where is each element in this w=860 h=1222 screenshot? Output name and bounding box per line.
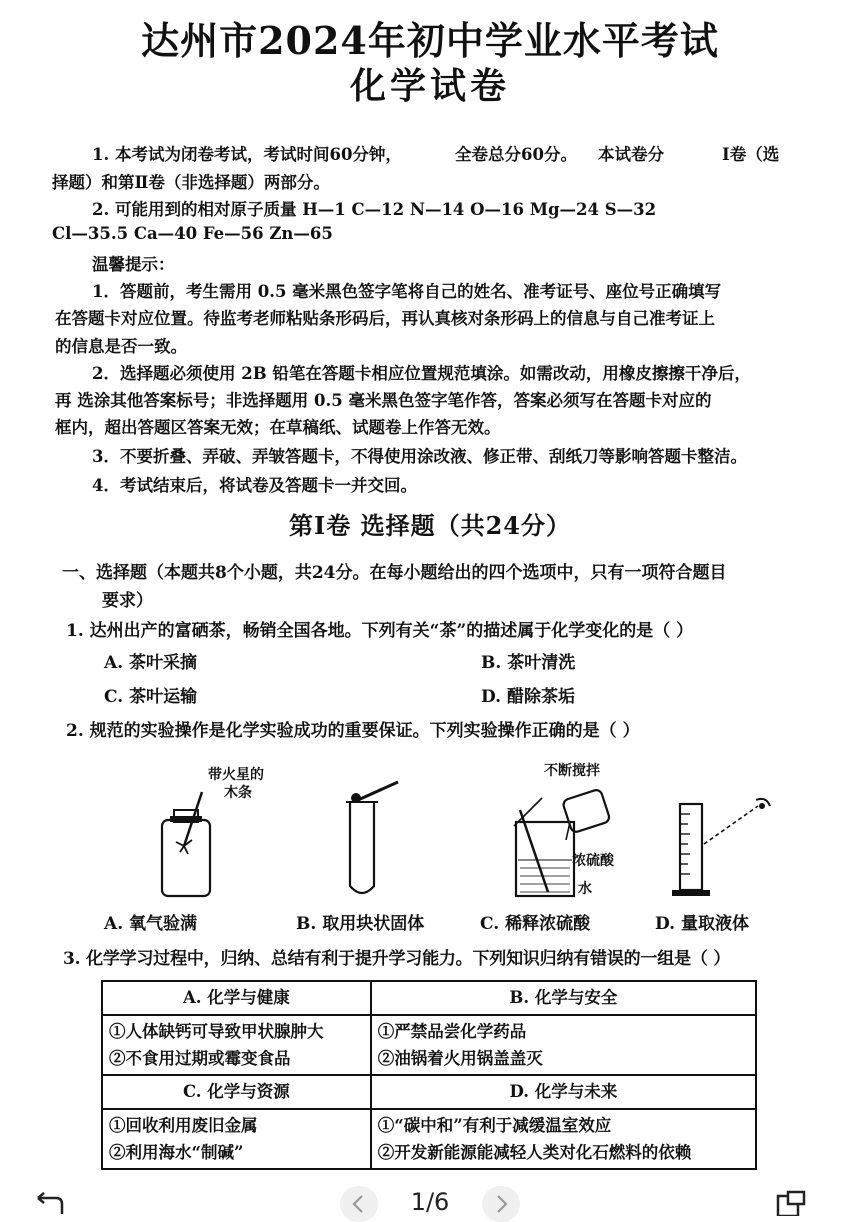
table-b-item-1: ①严禁品尝化学药品 [377, 1022, 527, 1041]
question-2-option-d: D. 量取液体 [655, 914, 749, 934]
question-3-stem: 3. 化学学习过程中，归纳、总结有利于提升学习能力。下列知识归纳有错误的一组是（ ） [63, 949, 731, 969]
question-1-stem: 1. 达州出产的富硒茶，畅销全国各地。下列有关“茶”的描述属于化学变化的是（ ） [66, 621, 694, 641]
question-1-option-b: B. 茶叶清洗 [481, 653, 576, 673]
table-cell-b [371, 1015, 756, 1075]
figure-graduated-cylinder [666, 794, 776, 900]
figure-label-water: 水 [578, 881, 592, 897]
table-head-c: C. 化学与资源 [102, 1075, 371, 1109]
part-heading-line1: 一、选择题（本题共8个小题，共24分。在每小题给出的四个选项中，只有一项符合题目 [62, 563, 727, 583]
tip-2b: 再 选涂其他答案标号；非选择题用 0.5 毫米黑色签字笔作答，答案必须写在答题卡对应的 [55, 391, 712, 410]
table-d-item-1: ①“碳中和”有利于减缓温室效应 [377, 1116, 612, 1135]
figure-label-splint-1: 带火星的 [208, 767, 264, 783]
figure-label-splint-2: 木条 [224, 785, 252, 801]
figure-label-stir: 不断搅拌 [544, 763, 600, 779]
question-1-option-a: A. 茶叶采摘 [104, 653, 198, 673]
question-1-option-c: C. 茶叶运输 [104, 687, 198, 707]
table-head-a: A. 化学与健康 [102, 981, 371, 1015]
tip-1c: 的信息是否一致。 [55, 337, 187, 356]
table-cell-c [102, 1109, 371, 1169]
exam-title: 达州市2024年初中学业水平考试 [141, 18, 719, 63]
tips-title: 温馨提示： [92, 255, 175, 274]
instruction-atomic-masses: 2. 可能用到的相对原子质量 H—1 C—12 N—14 O—16 Mg—24 S—32 [92, 200, 657, 219]
part-heading-line2: 要求） [102, 591, 153, 611]
previous-page-button[interactable] [340, 1186, 378, 1222]
question-2-stem: 2. 规范的实验操作是化学实验成功的重要保证。下列实验操作正确的是（ ） [66, 721, 640, 741]
table-d-item-2: ②开发新能源能减轻人类对化石燃料的依赖 [377, 1143, 692, 1162]
figure-diluting-acid [506, 780, 616, 902]
tip-1b: 在答题卡对应位置。待监考老师粘贴条形码后，再认真核对条形码上的信息与自己准考证上 [55, 309, 715, 328]
question-2-option-b: B. 取用块状固体 [296, 914, 425, 934]
table-head-b: B. 化学与安全 [371, 981, 756, 1015]
instruction-atomic-masses-2: Cl—35.5 Ca—40 Fe—56 Zn—65 [52, 224, 333, 243]
exam-subtitle: 化学试卷 [349, 65, 510, 107]
table-b-item-2: ②油锅着火用锅盖盖灭 [377, 1049, 543, 1068]
table-a-item-2: ②不食用过期或霉变食品 [109, 1049, 291, 1068]
tip-1a: 1．答题前，考生需用 0.5 毫米黑色签字笔将自己的姓名、准考证号、座位号正确填写 [92, 282, 722, 301]
table-c-item-1: ①回收利用废旧金属 [109, 1116, 258, 1135]
tip-3: 3．不要折叠、弄破、弄皱答题卡，不得使用涂改液、修正带、刮纸刀等影响答题卡整洁。 [92, 447, 747, 466]
tip-4: 4．考试结束后，将试卷及答题卡一并交回。 [92, 476, 417, 495]
table-head-d: D. 化学与未来 [371, 1075, 756, 1109]
question-1-option-d: D. 醋除茶垢 [481, 687, 575, 707]
section-title: 第Ⅰ卷 选择题（共24分） [289, 511, 571, 540]
question-2-option-a: A. 氧气验满 [104, 914, 198, 934]
instruction-1b: 全卷总分60分。 [455, 145, 577, 164]
tip-2c: 框内，超出答题区答案无效；在草稿纸、试题卷上作答无效。 [55, 418, 501, 437]
question-3-table [101, 980, 757, 1170]
page-indicator: 1/6 [410, 1188, 450, 1216]
table-cell-a [102, 1015, 371, 1075]
figure-label-acid: 浓硫酸 [572, 853, 614, 869]
question-2-option-c: C. 稀释浓硫酸 [480, 914, 591, 934]
table-c-item-2: ②利用海水“制碱” [109, 1143, 244, 1162]
instruction-1d: I卷（选 [722, 145, 780, 164]
instruction-2: 择题）和第Ⅱ卷（非选择题）两部分。 [52, 173, 330, 192]
figure-oxygen-test [150, 790, 230, 900]
table-cell-d [371, 1109, 756, 1169]
figure-test-tube [332, 774, 412, 904]
instruction-1c: 本试卷分 [598, 145, 664, 164]
tip-2a: 2．选择题必须使用 2B 铅笔在答题卡相应位置规范填涂。如需改动，用橡皮擦擦干净后， [92, 364, 751, 383]
table-a-item-1: ①人体缺钙可导致甲状腺肿大 [109, 1022, 324, 1041]
instruction-1a: 1. 本考试为闭卷考试，考试时间60分钟， [92, 145, 402, 164]
next-page-button[interactable] [482, 1186, 520, 1222]
